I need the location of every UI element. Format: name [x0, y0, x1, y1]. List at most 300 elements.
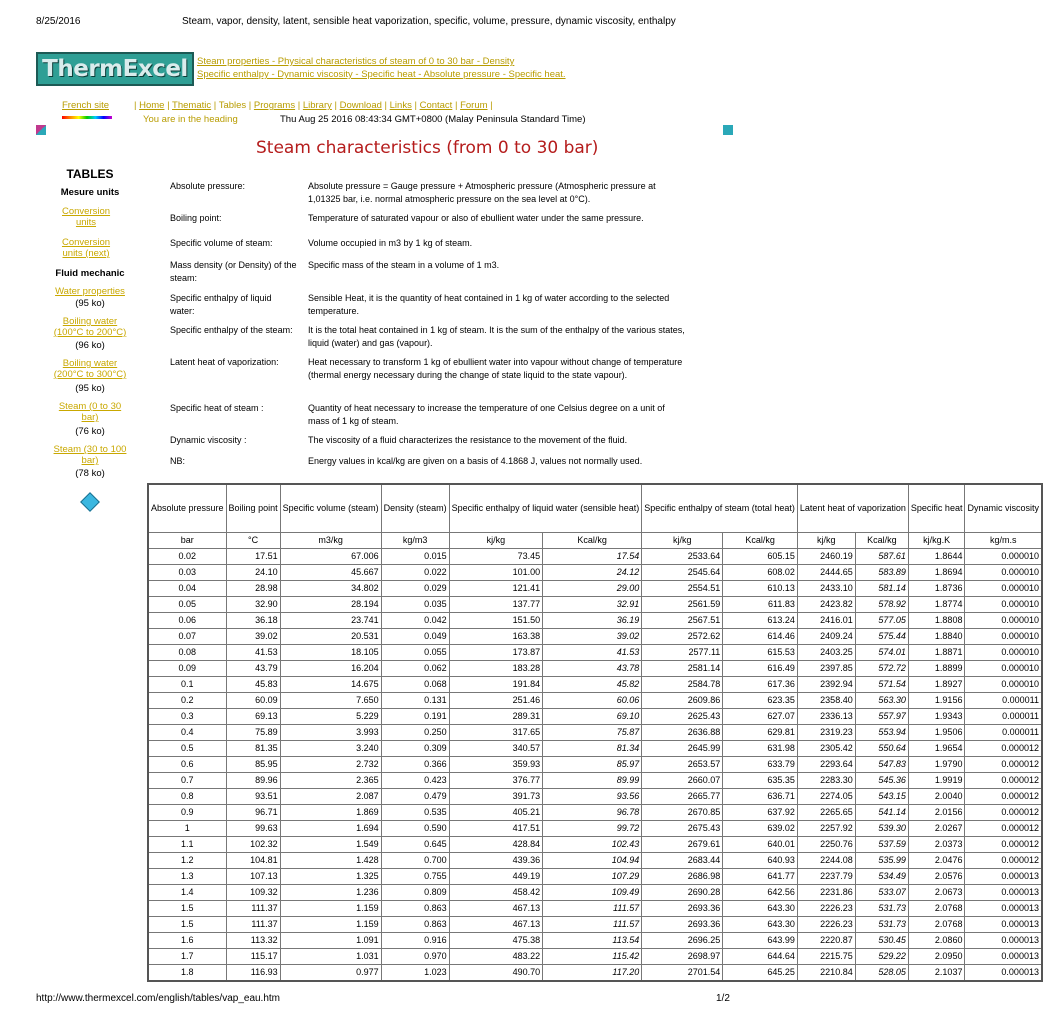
table-cell: 5.229	[280, 708, 381, 724]
table-cell: 0.700	[381, 852, 449, 868]
table-cell: 578.92	[855, 596, 908, 612]
nav-links[interactable]: Links	[389, 100, 412, 111]
table-cell: 0.000010	[965, 612, 1042, 628]
table-cell: 2686.98	[642, 868, 723, 884]
table-cell: 2358.40	[797, 692, 855, 708]
def-desc: Temperature of saturated vapour or also of ebullient water under the same pressure.	[308, 213, 644, 223]
table-cell: 645.25	[723, 964, 798, 981]
table-cell: 2215.75	[797, 948, 855, 964]
unit-cell: kj/kg	[642, 532, 723, 548]
table-row	[148, 644, 1042, 660]
table-cell: 449.19	[449, 868, 542, 884]
table-cell: 535.99	[855, 852, 908, 868]
table-cell: 2336.13	[797, 708, 855, 724]
nav-forum[interactable]: Forum	[460, 100, 488, 111]
table-cell: 1.8927	[908, 676, 965, 692]
table-cell: 28.194	[280, 596, 381, 612]
table-cell: 2.0673	[908, 884, 965, 900]
table-cell: 1.2	[148, 852, 226, 868]
table-cell: 0.191	[381, 708, 449, 724]
table-cell: 2.0950	[908, 948, 965, 964]
table-cell: 475.38	[449, 932, 542, 948]
table-cell: 2698.97	[642, 948, 723, 964]
table-cell: 96.71	[226, 804, 280, 820]
table-cell: 0.7	[148, 772, 226, 788]
table-cell: 2.365	[280, 772, 381, 788]
table-cell: 0.000012	[965, 740, 1042, 756]
table-cell: 575.44	[855, 628, 908, 644]
table-units-row	[148, 532, 1042, 548]
table-cell: 0.4	[148, 724, 226, 740]
table-cell: 613.24	[723, 612, 798, 628]
table-cell: 2433.10	[797, 580, 855, 596]
table-cell: 99.63	[226, 820, 280, 836]
steam-table	[147, 483, 1043, 982]
table-cell: 0.423	[381, 772, 449, 788]
table-cell: 0.000013	[965, 964, 1042, 981]
sidebar-link-conversion[interactable]: Conversion units	[62, 206, 111, 228]
table-cell: 1.9506	[908, 724, 965, 740]
table-cell: 0.000013	[965, 900, 1042, 916]
def-desc: Sensible Heat, it is the quantity of heat contained in 1 kg of water according to the selected temperature.	[308, 293, 670, 316]
nav-library[interactable]: Library	[302, 100, 332, 111]
table-cell: 2581.14	[642, 660, 723, 676]
table-cell: 2693.36	[642, 900, 723, 916]
nav-home[interactable]: Home	[139, 100, 165, 111]
table-cell: 163.38	[449, 628, 542, 644]
table-cell: 43.78	[543, 660, 642, 676]
table-cell: 0.02	[148, 548, 226, 564]
table-row	[148, 548, 1042, 564]
table-cell: 574.01	[855, 644, 908, 660]
table-cell: 0.000011	[965, 708, 1042, 724]
table-cell: 417.51	[449, 820, 542, 836]
table-cell: 1.159	[280, 900, 381, 916]
table-cell: 534.49	[855, 868, 908, 884]
table-cell: 2679.61	[642, 836, 723, 852]
table-cell: 2.0267	[908, 820, 965, 836]
sidebar-link-steam-0-30[interactable]: Steam (0 to 30 bar)	[58, 401, 122, 423]
unit-cell: Kcal/kg	[723, 532, 798, 548]
table-cell: 96.78	[543, 804, 642, 820]
table-cell: 640.93	[723, 852, 798, 868]
table-cell: 289.31	[449, 708, 542, 724]
table-cell: 101.00	[449, 564, 542, 580]
table-row	[148, 612, 1042, 628]
def-term: Absolute pressure:	[170, 181, 246, 191]
diamond-icon	[80, 492, 100, 512]
table-cell: 107.29	[543, 868, 642, 884]
table-cell: 0.000012	[965, 820, 1042, 836]
size-label: (96 ko)	[75, 340, 105, 351]
table-cell: 547.83	[855, 756, 908, 772]
table-cell: 0.000013	[965, 916, 1042, 932]
table-cell: 2319.23	[797, 724, 855, 740]
table-cell: 2554.51	[642, 580, 723, 596]
table-cell: 24.10	[226, 564, 280, 580]
table-cell: 85.97	[543, 756, 642, 772]
table-cell: 340.57	[449, 740, 542, 756]
table-cell: 75.89	[226, 724, 280, 740]
table-cell: 637.92	[723, 804, 798, 820]
table-cell: 458.42	[449, 884, 542, 900]
table-cell: 2665.77	[642, 788, 723, 804]
table-body	[148, 548, 1042, 981]
table-cell: 2257.92	[797, 820, 855, 836]
table-cell: 0.029	[381, 580, 449, 596]
table-cell: 1	[148, 820, 226, 836]
table-cell: 0.366	[381, 756, 449, 772]
sidebar-link-steam-30-100[interactable]: Steam (30 to 100 bar)	[53, 444, 127, 466]
table-cell: 530.45	[855, 932, 908, 948]
table-cell: 113.54	[543, 932, 642, 948]
table-cell: 0.000010	[965, 676, 1042, 692]
table-cell: 121.41	[449, 580, 542, 596]
table-cell: 85.95	[226, 756, 280, 772]
table-cell: 2.732	[280, 756, 381, 772]
table-cell: 0.03	[148, 564, 226, 580]
def-term: Boiling point:	[170, 213, 222, 223]
nav-programs[interactable]: Programs	[253, 100, 296, 111]
table-cell: 2.087	[280, 788, 381, 804]
table-cell: 183.28	[449, 660, 542, 676]
table-cell: 28.98	[226, 580, 280, 596]
table-cell: 2.0476	[908, 852, 965, 868]
table-cell: 359.93	[449, 756, 542, 772]
nav-tables[interactable]: Tables	[218, 100, 247, 111]
sidebar-link-water-properties[interactable]: Water properties	[55, 286, 125, 297]
table-cell: 631.98	[723, 740, 798, 756]
table-cell: 102.32	[226, 836, 280, 852]
nav-thematic[interactable]: Thematic	[172, 100, 212, 111]
table-row	[148, 660, 1042, 676]
table-cell: 3.993	[280, 724, 381, 740]
table-cell: 2577.11	[642, 644, 723, 660]
table-cell: 2416.01	[797, 612, 855, 628]
table-cell: 2220.87	[797, 932, 855, 948]
table-cell: 0.6	[148, 756, 226, 772]
table-cell: 1.8840	[908, 628, 965, 644]
table-cell: 117.20	[543, 964, 642, 981]
table-cell: 1.091	[280, 932, 381, 948]
table-cell: 0.755	[381, 868, 449, 884]
table-cell: 107.13	[226, 868, 280, 884]
table-cell: 643.30	[723, 900, 798, 916]
table-cell: 1.9790	[908, 756, 965, 772]
table-cell: 0.590	[381, 820, 449, 836]
col-header: Specific enthalpy of steam (total heat)	[642, 484, 798, 532]
table-row	[148, 580, 1042, 596]
table-cell: 2567.51	[642, 612, 723, 628]
table-cell: 2.0768	[908, 916, 965, 932]
table-cell: 93.56	[543, 788, 642, 804]
table-cell: 0.000010	[965, 548, 1042, 564]
unit-cell: kg/m3	[381, 532, 449, 548]
table-cell: 643.99	[723, 932, 798, 948]
table-cell: 2460.19	[797, 548, 855, 564]
french-site-link[interactable]: French site	[62, 100, 109, 111]
table-cell: 2274.05	[797, 788, 855, 804]
table-cell: 0.055	[381, 644, 449, 660]
table-cell: 2683.44	[642, 852, 723, 868]
table-cell: 2.0373	[908, 836, 965, 852]
table-cell: 81.35	[226, 740, 280, 756]
sidebar-link-boiling-100-200[interactable]: Boiling water (100°C to 200°C)	[53, 316, 127, 338]
table-cell: 1.8774	[908, 596, 965, 612]
table-cell: 2561.59	[642, 596, 723, 612]
col-header: Latent heat of vaporization	[797, 484, 908, 532]
table-cell: 0.000013	[965, 868, 1042, 884]
table-cell: 17.54	[543, 548, 642, 564]
table-cell: 581.14	[855, 580, 908, 596]
table-cell: 639.02	[723, 820, 798, 836]
table-cell: 2625.43	[642, 708, 723, 724]
table-row	[148, 852, 1042, 868]
table-row	[148, 564, 1042, 580]
table-cell: 1.031	[280, 948, 381, 964]
table-cell: 17.51	[226, 548, 280, 564]
nav-contact[interactable]: Contact	[419, 100, 453, 111]
table-row	[148, 868, 1042, 884]
table-cell: 18.105	[280, 644, 381, 660]
table-cell: 251.46	[449, 692, 542, 708]
table-cell: 41.53	[543, 644, 642, 660]
table-cell: 1.8899	[908, 660, 965, 676]
table-cell: 553.94	[855, 724, 908, 740]
table-cell: 99.72	[543, 820, 642, 836]
table-cell: 1.3	[148, 868, 226, 884]
unit-cell: kj/kg	[797, 532, 855, 548]
table-cell: 1.023	[381, 964, 449, 981]
table-cell: 0.977	[280, 964, 381, 981]
table-cell: 641.77	[723, 868, 798, 884]
table-cell: 1.549	[280, 836, 381, 852]
table-row	[148, 964, 1042, 981]
table-cell: 2660.07	[642, 772, 723, 788]
table-cell: 557.97	[855, 708, 908, 724]
table-cell: 605.15	[723, 548, 798, 564]
table-cell: 81.34	[543, 740, 642, 756]
table-cell: 151.50	[449, 612, 542, 628]
sidebar-mesure-units: Mesure units	[60, 187, 120, 198]
heading-note: You are in the heading	[143, 114, 238, 125]
table-cell: 137.77	[449, 596, 542, 612]
table-cell: 0.863	[381, 900, 449, 916]
table-cell: 583.89	[855, 564, 908, 580]
table-cell: 111.57	[543, 900, 642, 916]
table-cell: 2609.86	[642, 692, 723, 708]
table-cell: 2403.25	[797, 644, 855, 660]
table-cell: 3.240	[280, 740, 381, 756]
table-cell: 633.79	[723, 756, 798, 772]
table-cell: 0.000013	[965, 884, 1042, 900]
table-cell: 36.18	[226, 612, 280, 628]
unit-cell: kg/m.s	[965, 532, 1042, 548]
table-cell: 0.000012	[965, 836, 1042, 852]
table-cell: 0.250	[381, 724, 449, 740]
top-nav: | Home | Thematic | Tables | Programs | Library | Download | Links | Contact | Forum |	[134, 100, 493, 111]
table-cell: 0.9	[148, 804, 226, 820]
table-cell: 102.43	[543, 836, 642, 852]
col-header: Density (steam)	[381, 484, 449, 532]
table-cell: 2.0040	[908, 788, 965, 804]
table-cell: 89.96	[226, 772, 280, 788]
unit-cell: bar	[148, 532, 226, 548]
table-cell: 0.309	[381, 740, 449, 756]
table-cell: 45.82	[543, 676, 642, 692]
unit-cell: kj/kg	[449, 532, 542, 548]
table-cell: 2265.65	[797, 804, 855, 820]
table-cell: 2584.78	[642, 676, 723, 692]
table-cell: 0.8	[148, 788, 226, 804]
table-cell: 0.000010	[965, 660, 1042, 676]
table-cell: 39.02	[543, 628, 642, 644]
table-cell: 69.10	[543, 708, 642, 724]
col-header: Absolute pressure	[148, 484, 226, 532]
def-desc: Specific mass of the steam in a volume of 1 m3.	[308, 260, 500, 270]
def-desc: Energy values in kcal/kg are given on a basis of 4.1868 J, values not normally used.	[308, 456, 643, 466]
table-cell: 2444.65	[797, 564, 855, 580]
table-cell: 1.236	[280, 884, 381, 900]
table-row	[148, 820, 1042, 836]
def-desc: Volume occupied in m3 by 1 kg of steam.	[308, 238, 473, 248]
size-label: (76 ko)	[75, 426, 105, 437]
table-cell: 115.17	[226, 948, 280, 964]
table-cell: 2397.85	[797, 660, 855, 676]
table-cell: 1.8644	[908, 548, 965, 564]
def-term: NB:	[170, 456, 186, 466]
table-cell: 73.45	[449, 548, 542, 564]
table-cell: 109.32	[226, 884, 280, 900]
table-cell: 29.00	[543, 580, 642, 596]
table-cell: 467.13	[449, 916, 542, 932]
table-cell: 1.8736	[908, 580, 965, 596]
table-cell: 0.062	[381, 660, 449, 676]
table-cell: 41.53	[226, 644, 280, 660]
table-cell: 2653.57	[642, 756, 723, 772]
decor-square-icon	[723, 125, 733, 135]
table-cell: 1.7	[148, 948, 226, 964]
table-cell: 1.8694	[908, 564, 965, 580]
table-cell: 1.9343	[908, 708, 965, 724]
table-cell: 16.204	[280, 660, 381, 676]
table-cell: 2696.25	[642, 932, 723, 948]
table-cell: 439.36	[449, 852, 542, 868]
table-cell: 0.000010	[965, 580, 1042, 596]
table-cell: 0.000012	[965, 852, 1042, 868]
table-cell: 93.51	[226, 788, 280, 804]
table-cell: 36.19	[543, 612, 642, 628]
table-cell: 391.73	[449, 788, 542, 804]
table-cell: 0.000013	[965, 948, 1042, 964]
logo-link-line1[interactable]: Steam properties - Physical characteristics of steam of 0 to 30 bar - Density	[197, 56, 515, 67]
table-cell: 39.02	[226, 628, 280, 644]
table-row	[148, 948, 1042, 964]
def-term: Dynamic viscosity :	[170, 435, 247, 445]
table-cell: 528.05	[855, 964, 908, 981]
table-cell: 2533.64	[642, 548, 723, 564]
table-cell: 89.99	[543, 772, 642, 788]
table-cell: 531.73	[855, 916, 908, 932]
table-cell: 2701.54	[642, 964, 723, 981]
thermexcel-logo[interactable]	[36, 52, 194, 86]
table-cell: 1.6	[148, 932, 226, 948]
table-cell: 2244.08	[797, 852, 855, 868]
logo-description	[197, 55, 566, 81]
table-header-row	[148, 484, 1042, 532]
table-cell: 627.07	[723, 708, 798, 724]
table-cell: 173.87	[449, 644, 542, 660]
table-cell: 75.87	[543, 724, 642, 740]
sidebar-fluid-mechanic: Fluid mechanic	[55, 268, 125, 279]
logo-link-line2[interactable]: Specific enthalpy - Dynamic viscosity - Specific heat - Absolute pressure - Specific heat.	[197, 69, 566, 80]
table-cell: 2423.82	[797, 596, 855, 612]
table-cell: 45.667	[280, 564, 381, 580]
nav-download[interactable]: Download	[339, 100, 382, 111]
col-header: Specific volume (steam)	[280, 484, 381, 532]
table-cell: 32.91	[543, 596, 642, 612]
table-cell: 32.90	[226, 596, 280, 612]
table-cell: 0.645	[381, 836, 449, 852]
table-cell: 490.70	[449, 964, 542, 981]
def-term: Specific enthalpy of liquid water:	[170, 293, 272, 316]
table-row	[148, 756, 1042, 772]
table-cell: 611.83	[723, 596, 798, 612]
table-cell: 111.37	[226, 900, 280, 916]
table-cell: 0.3	[148, 708, 226, 724]
table-cell: 0.809	[381, 884, 449, 900]
table-cell: 577.05	[855, 612, 908, 628]
table-cell: 2670.85	[642, 804, 723, 820]
table-cell: 2572.62	[642, 628, 723, 644]
table-cell: 1.694	[280, 820, 381, 836]
table-cell: 1.159	[280, 916, 381, 932]
table-cell: 0.2	[148, 692, 226, 708]
def-desc: Heat necessary to transform 1 kg of ebullient water into vapour without change of temperature (thermal energy necessary during the change of state liquid to the state vapour).	[308, 357, 683, 380]
table-cell: 0.05	[148, 596, 226, 612]
table-cell: 0.000013	[965, 932, 1042, 948]
table-row	[148, 692, 1042, 708]
sidebar-link-conversion-next[interactable]: Conversion units (next)	[61, 237, 111, 259]
table-cell: 2210.84	[797, 964, 855, 981]
sidebar-link-boiling-200-300[interactable]: Boiling water (200°C to 300°C)	[53, 358, 127, 380]
table-cell: 0.035	[381, 596, 449, 612]
table-cell: 0.863	[381, 916, 449, 932]
table-cell: 1.1	[148, 836, 226, 852]
def-term: Specific heat of steam :	[170, 403, 264, 413]
table-cell: 191.84	[449, 676, 542, 692]
table-cell: 615.53	[723, 644, 798, 660]
table-cell: 115.42	[543, 948, 642, 964]
table-cell: 405.21	[449, 804, 542, 820]
table-row	[148, 836, 1042, 852]
table-row	[148, 596, 1042, 612]
def-term: Specific volume of steam:	[170, 238, 273, 248]
table-cell: 1.9654	[908, 740, 965, 756]
table-cell: 2693.36	[642, 916, 723, 932]
table-cell: 541.14	[855, 804, 908, 820]
table-cell: 2.1037	[908, 964, 965, 981]
col-header: Specific heat	[908, 484, 965, 532]
table-row	[148, 740, 1042, 756]
col-header: Boiling point	[226, 484, 280, 532]
table-cell: 1.9156	[908, 692, 965, 708]
table-cell: 610.13	[723, 580, 798, 596]
def-term: Latent heat of vaporization:	[170, 357, 279, 367]
table-cell: 113.32	[226, 932, 280, 948]
table-cell: 0.5	[148, 740, 226, 756]
table-row	[148, 788, 1042, 804]
